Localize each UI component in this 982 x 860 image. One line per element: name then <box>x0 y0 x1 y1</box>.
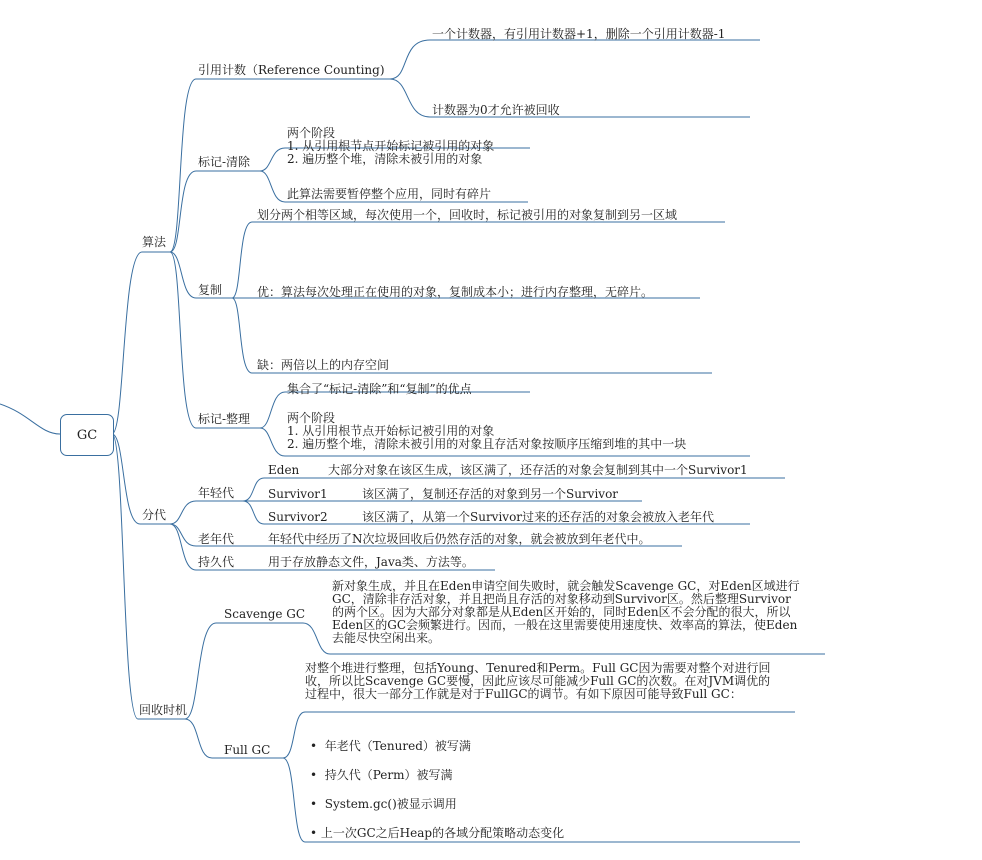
scavenge-line: 去能尽快空闲出来。 <box>332 631 441 645</box>
full-gc-line: 收，所以比Scavenge GC要慢，因此应该尽可能减少Full GC的次数。在对JVM调优的 <box>305 674 771 688</box>
full-gc-reason <box>310 769 452 782</box>
node-mark-compact[interactable]: 标记-整理 <box>198 412 251 426</box>
node-young-generation[interactable]: 年轻代 <box>198 486 235 500</box>
survivor2-description: 该区满了，从第一个Survivor过来的还存活的对象会被放入老年代 <box>362 510 715 524</box>
mark-compact-description: 集合了“标记-清除”和“复制”的优点 <box>287 382 472 396</box>
bullet-icon: • <box>310 739 325 753</box>
node-collection-timing[interactable]: 回收时机 <box>139 703 188 717</box>
node-old-generation[interactable]: 老年代 <box>198 532 235 546</box>
mark-compact-stage-2: 2. 遍历整个堆，清除未被引用的对象且存活对象按顺序压缩到堆的其中一块 <box>287 437 687 451</box>
survivor1-name: Survivor1 <box>268 487 328 501</box>
scavenge-line: Eden区的GC会频繁进行。因而，一般在这里需要使用速度快、效率高的算法，使Eden <box>332 618 798 632</box>
node-mark-sweep[interactable]: 标记-清除 <box>198 155 251 169</box>
scavenge-description <box>332 580 800 645</box>
mark-compact-stage-1: 1. 从引用根节点开始标记被引用的对象 <box>287 424 495 438</box>
full-gc-reason-text: 上一次GC之后Heap的各域分配策略动态变化 <box>320 826 565 840</box>
scavenge-line: 的两个区。因为大部分对象都是从Eden区开始的，同时Eden区不会分配的很大，所以 <box>332 605 791 619</box>
bullet-icon: • <box>310 797 325 811</box>
full-gc-reason <box>310 740 471 753</box>
full-gc-line: 过程中，很大一部分工作就是对于FullGC的调节。有如下原因可能导致Full GC： <box>305 687 742 701</box>
eden-name: Eden <box>268 463 300 477</box>
copy-disadvantage: 缺：两倍以上的内存空间 <box>257 358 390 372</box>
node-generations[interactable]: 分代 <box>142 508 167 522</box>
full-gc-reason-text: 年老代（Tenured）被写满 <box>324 739 471 753</box>
root-node-gc[interactable] <box>60 414 114 456</box>
old-generation-description: 年轻代中经历了N次垃圾回收后仍然存活的对象，就会被放到年老代中。 <box>268 532 651 546</box>
full-gc-reason <box>310 798 457 811</box>
mark-sweep-stages <box>287 127 494 166</box>
full-gc-reason-text: System.gc()被显示调用 <box>324 797 457 811</box>
node-permanent-generation[interactable]: 持久代 <box>198 555 235 569</box>
root-label: GC <box>76 427 98 443</box>
mark-sweep-note: 此算法需要暂停整个应用，同时有碎片 <box>287 187 492 201</box>
bullet-icon: • <box>310 826 321 840</box>
full-gc-line: 对整个堆进行整理，包括Young、Tenured和Perm。Full GC因为需要对整个对进行回 <box>305 661 771 675</box>
node-scavenge-gc[interactable]: Scavenge GC <box>224 607 306 621</box>
mark-compact-stage-title: 两个阶段 <box>287 411 336 425</box>
mark-sweep-stage-title: 两个阶段 <box>287 126 336 140</box>
mark-sweep-stage-1: 1. 从引用根节点开始标记被引用的对象 <box>287 139 495 153</box>
copy-description: 划分两个相等区域，每次使用一个，回收时，标记被引用的对象复制到另一区域 <box>257 208 678 222</box>
node-full-gc[interactable]: Full GC <box>224 743 271 757</box>
mark-compact-stages <box>287 412 686 451</box>
node-algorithm[interactable]: 算法 <box>142 235 167 249</box>
full-gc-reason <box>310 827 564 840</box>
survivor1-description: 该区满了，复制还存活的对象到另一个Survivor <box>362 487 619 501</box>
eden-description: 大部分对象在该区生成，该区满了，还存活的对象会复制到其中一个Survivor1 <box>328 463 748 477</box>
copy-advantage: 优：算法每次处理正在使用的对象，复制成本小；进行内存整理，无碎片。 <box>257 285 654 299</box>
refcount-note-zero: 计数器为0才允许被回收 <box>432 103 560 117</box>
survivor2-name: Survivor2 <box>268 510 328 524</box>
bullet-icon: • <box>310 768 325 782</box>
node-copying[interactable]: 复制 <box>198 283 223 297</box>
scavenge-line: GC，清除非存活对象，并且把尚且存活的对象移动到Survivor区。然后整理Survivor <box>332 592 791 606</box>
refcount-note-counter: 一个计数器，有引用计数器+1，删除一个引用计数器-1 <box>432 27 726 41</box>
permanent-generation-description: 用于存放静态文件，Java类、方法等。 <box>268 555 474 569</box>
node-reference-counting[interactable]: 引用计数（Reference Counting) <box>198 63 385 77</box>
full-gc-description <box>305 662 770 701</box>
mark-sweep-stage-2: 2. 遍历整个堆，清除未被引用的对象 <box>287 152 483 166</box>
scavenge-line: 新对象生成，并且在Eden申请空间失败时，就会触发Scavenge GC，对Eden区域进行 <box>332 579 800 593</box>
full-gc-reason-text: 持久代（Perm）被写满 <box>324 768 453 782</box>
